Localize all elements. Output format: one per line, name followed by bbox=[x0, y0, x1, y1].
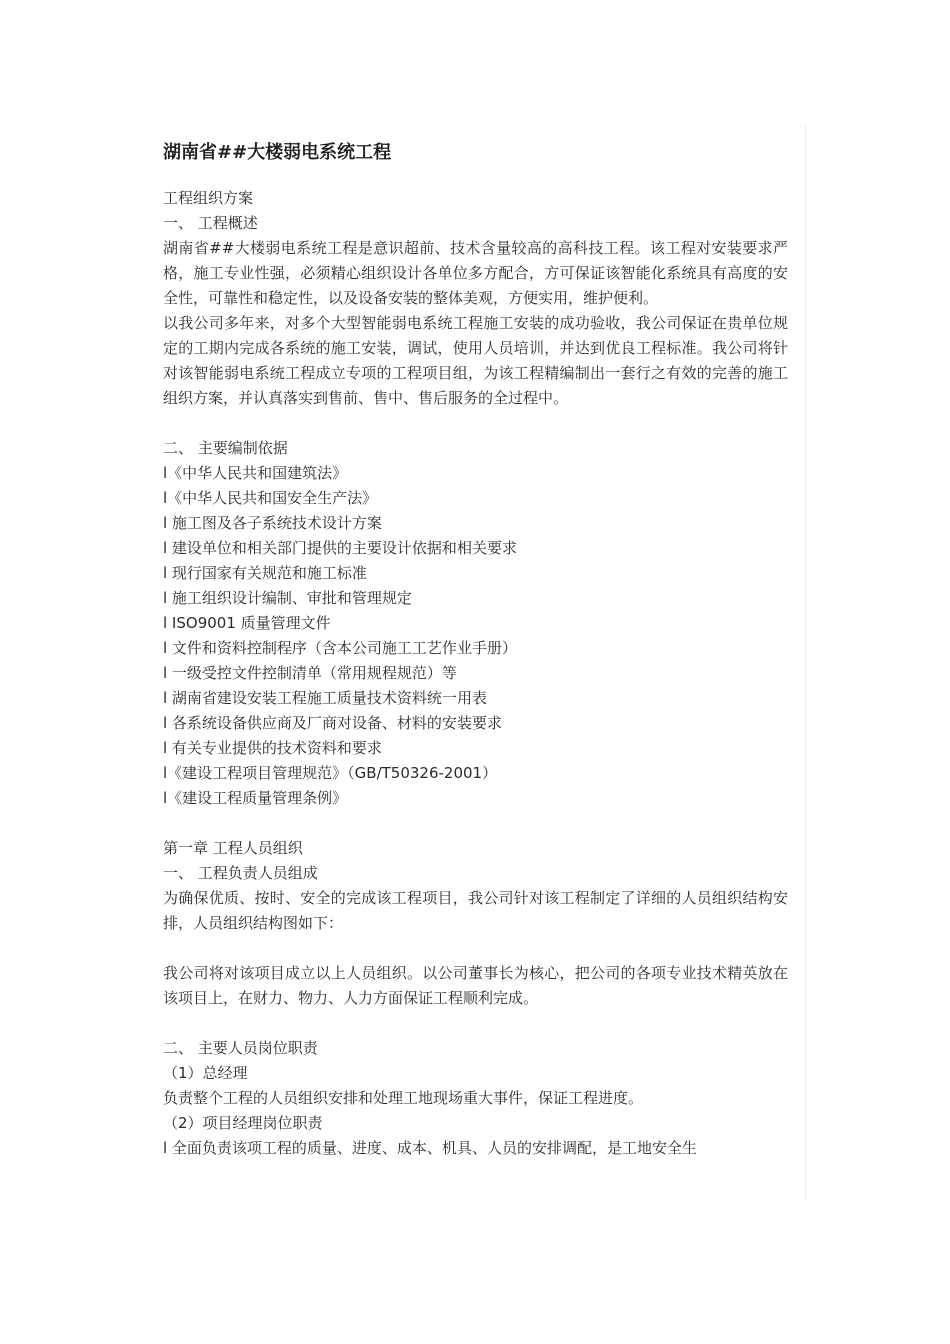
basis-list-item: l 湖南省建设安装工程施工质量技术资料统一用表 bbox=[163, 689, 487, 707]
blank-line bbox=[163, 1011, 788, 1036]
section-heading-duties: 二、 主要人员岗位职责 bbox=[163, 1039, 318, 1057]
basis-list-item: l 施工组织设计编制、审批和管理规定 bbox=[163, 589, 412, 607]
blank-line bbox=[163, 811, 788, 836]
basis-list-item: l《中华人民共和国建筑法》 bbox=[163, 464, 348, 482]
basis-list-item: l 文件和资料控制程序（含本公司施工工艺作业手册） bbox=[163, 639, 517, 657]
plan-title: 工程组织方案 bbox=[163, 189, 254, 207]
basis-list-item: l《建设工程项目管理规范》（GB/T50326-2001） bbox=[163, 764, 498, 782]
basis-list-item: l 建设单位和相关部门提供的主要设计依据和相关要求 bbox=[163, 539, 517, 557]
section-heading-basis: 二、 主要编制依据 bbox=[163, 439, 288, 457]
role-heading-general-manager: （1）总经理 bbox=[163, 1064, 248, 1082]
chapter-heading: 第一章 工程人员组织 bbox=[163, 839, 303, 857]
overview-paragraph-1: 湖南省##大楼弱电系统工程是意识超前、技术含量较高的高科技工程。该工程对安装要求严格，施工专业性强，必须精心组织设计各单位多方配合，方可保证该智能化系统具有高度的安全性，可靠性和稳定性，以及设备安装的整体美观，方便实用，维护便利。 bbox=[163, 239, 788, 307]
page-edge-divider bbox=[805, 125, 806, 1200]
basis-list-item: l 有关专业提供的技术资料和要求 bbox=[163, 739, 382, 757]
role-description-general-manager: 负责整个工程的人员组织安排和处理工地现场重大事件，保证工程进度。 bbox=[163, 1089, 644, 1107]
basis-list-item: l 施工图及各子系统技术设计方案 bbox=[163, 514, 382, 532]
basis-list-item: l《中华人民共和国安全生产法》 bbox=[163, 489, 378, 507]
blank-line bbox=[163, 936, 788, 961]
basis-list-item: l 现行国家有关规范和施工标准 bbox=[163, 564, 367, 582]
document-body bbox=[163, 140, 788, 1161]
basis-list-item: l 一级受控文件控制清单（常用规程规范）等 bbox=[163, 664, 457, 682]
section-heading-overview: 一、 工程概述 bbox=[163, 214, 258, 232]
document-title: 湖南省##大楼弱电系统工程 bbox=[163, 142, 392, 163]
overview-paragraph-2: 以我公司多年来，对多个大型智能弱电系统工程施工安装的成功验收，我公司保证在贵单位规定的工期内完成各系统的施工安装，调试，使用人员培训，并达到优良工程标准。我公司将针对该智能弱电系统工程成立专项的工程项目组，为该工程精编制出一套行之有效的完善的施工组织方案，并认真落实到售前、售中、售后服务的全过程中。 bbox=[163, 314, 788, 407]
role-duty-item: l 全面负责该项工程的质量、进度、成本、机具、人员的安排调配，是工地安全生 bbox=[163, 1139, 697, 1157]
basis-list-item: l《建设工程质量管理条例》 bbox=[163, 789, 348, 807]
staff-paragraph-2: 我公司将对该项目成立以上人员组织。以公司董事长为核心，把公司的各项专业技术精英放在该项目上，在财力、物力、人力方面保证工程顺利完成。 bbox=[163, 964, 788, 1007]
section-heading-staff: 一、 工程负责人员组成 bbox=[163, 864, 318, 882]
blank-line bbox=[163, 411, 788, 436]
staff-paragraph-1: 为确保优质、按时、安全的完成该工程项目，我公司针对该工程制定了详细的人员组织结构安排，人员组织结构图如下： bbox=[163, 889, 788, 932]
role-heading-project-manager: （2）项目经理岗位职责 bbox=[163, 1114, 323, 1132]
basis-list-item: l ISO9001 质量管理文件 bbox=[163, 614, 331, 632]
basis-list-item: l 各系统设备供应商及厂商对设备、材料的安装要求 bbox=[163, 714, 502, 732]
